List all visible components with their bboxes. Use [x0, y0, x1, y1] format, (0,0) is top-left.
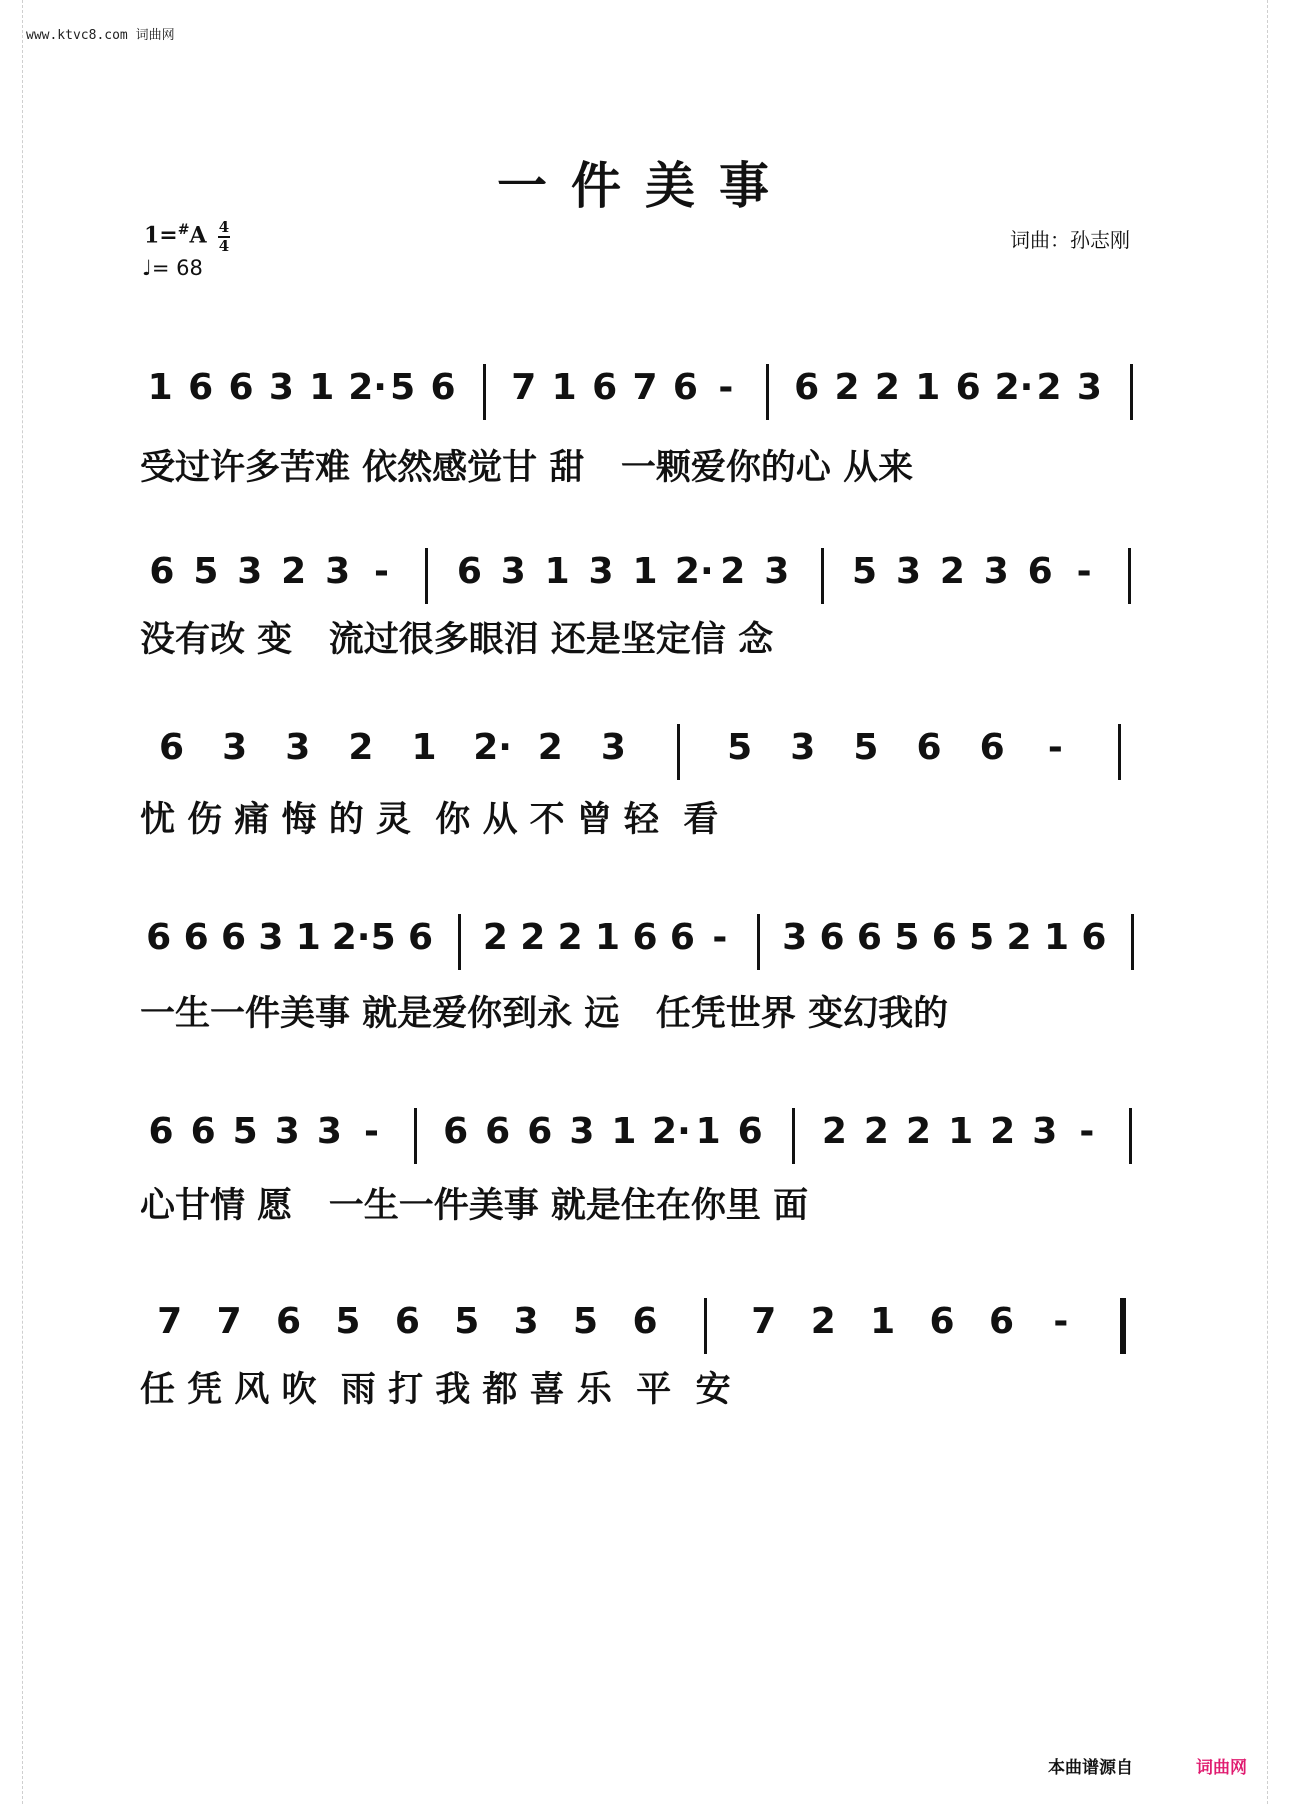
note: 5 [232, 1111, 258, 1152]
note: 6 [856, 917, 882, 958]
note: 6 [148, 1111, 174, 1152]
note: 3 [983, 551, 1009, 592]
note: 5 [573, 1301, 599, 1342]
note: - [1047, 727, 1063, 768]
note: 1 [544, 551, 570, 592]
site-url[interactable]: www.ktvc8.com 词曲网 [26, 28, 175, 43]
note: 1 [948, 1111, 974, 1152]
barline [704, 1298, 707, 1354]
note: 5 [370, 917, 396, 958]
song-title: 一件美事 [497, 157, 793, 215]
note: 2 [810, 1301, 836, 1342]
left-watermark-strip [0, 0, 23, 1804]
barline [821, 548, 824, 604]
note: 1 [147, 367, 173, 408]
note: - [363, 1111, 379, 1152]
note: 1 [595, 917, 621, 958]
barline [757, 914, 760, 970]
tempo-marking: ♩= 68 [142, 256, 203, 280]
note: 6 [149, 551, 175, 592]
note: 2 [1036, 367, 1062, 408]
notes-line-1 [140, 368, 1150, 448]
note: 2 [821, 1111, 847, 1152]
note: 2 [520, 917, 546, 958]
barline [1131, 914, 1134, 970]
source-label: 本曲谱源自 [1048, 1758, 1133, 1778]
note: 7 [632, 367, 658, 408]
note: 3 [895, 551, 921, 592]
note: 5 [454, 1301, 480, 1342]
note: 5 [390, 367, 416, 408]
source-site-link[interactable]: 词曲网 [1196, 1758, 1247, 1778]
note: 3 [316, 1111, 342, 1152]
note: 3 [500, 551, 526, 592]
barline [458, 914, 461, 970]
note: 2 [906, 1111, 932, 1152]
note: 3 [1032, 1111, 1058, 1152]
note: 3 [569, 1111, 595, 1152]
note: 6 [955, 367, 981, 408]
right-watermark-strip [1267, 0, 1290, 1804]
note: 3 [258, 917, 284, 958]
note: 6 [220, 917, 247, 958]
note: 2 [482, 917, 508, 958]
note: 3 [274, 1111, 300, 1152]
note: 5 [193, 551, 219, 592]
barline [1130, 364, 1133, 420]
lyrics-line-4: 一生一件美事 就是爱你到永 远 任凭世界 变幻我的 [140, 994, 949, 1034]
note: 2 [990, 1111, 1016, 1152]
note: - [712, 917, 728, 958]
note: 2 [834, 367, 860, 408]
note: 6 [1081, 917, 1107, 958]
note: 2 [863, 1111, 889, 1152]
note: 6 [916, 727, 942, 768]
barline [677, 724, 680, 780]
note: 7 [216, 1301, 242, 1342]
note: 5 [335, 1301, 361, 1342]
note: 1 [870, 1301, 896, 1342]
note: - [1079, 1111, 1095, 1152]
lyrics-line-2: 没有改 变 流过很多眼泪 还是坚定信 念 [140, 620, 774, 660]
note: 6 [737, 1111, 763, 1152]
note: 6 [456, 551, 482, 592]
note: 3 [222, 727, 248, 768]
barline [414, 1108, 417, 1164]
lyrics-line-6: 任 凭 风 吹 雨 打 我 都 喜 乐 平 安 [140, 1370, 731, 1410]
note: 2· [331, 917, 371, 958]
note: 7 [751, 1301, 777, 1342]
note: 1 [551, 367, 577, 408]
note: 6 [275, 1301, 302, 1342]
note: - [1076, 551, 1092, 592]
barline [1118, 724, 1121, 780]
note: 6 [794, 367, 820, 408]
note: 1 [915, 367, 941, 408]
final-barline [1120, 1298, 1126, 1354]
note: 3 [600, 727, 626, 768]
note: 2 [537, 727, 563, 768]
note: 1 [411, 727, 437, 768]
barline [1128, 548, 1131, 604]
note: 6 [228, 367, 254, 408]
note: 1 [309, 367, 335, 408]
note: 7 [511, 367, 537, 408]
note: 6 [669, 917, 695, 958]
note: 3 [588, 551, 614, 592]
note: 2· [348, 367, 387, 408]
note: 2· [674, 551, 714, 592]
note: 1 [1043, 917, 1069, 958]
note: 6 [443, 1111, 469, 1152]
lyrics-line-5: 心甘情 愿 一生一件美事 就是住在你里 面 [140, 1186, 809, 1226]
note: 5 [852, 551, 878, 592]
note: 3 [268, 367, 294, 408]
note: 6 [929, 1301, 955, 1342]
note: 6 [672, 367, 698, 408]
note: 3 [790, 727, 816, 768]
note: 1 [695, 1111, 721, 1152]
note: 6 [183, 917, 209, 958]
note: 6 [527, 1111, 553, 1152]
note: 6 [632, 1301, 658, 1342]
barline [1129, 1108, 1132, 1164]
note: 3 [764, 551, 790, 592]
note: 2 [1006, 917, 1032, 958]
note: 2 [939, 551, 965, 592]
credit-text: 词曲：孙志刚 [1010, 228, 1130, 252]
note: 2 [348, 727, 374, 768]
note: 5 [853, 727, 879, 768]
note: 6 [430, 367, 456, 408]
note: 2· [652, 1111, 691, 1152]
note: 3 [237, 551, 263, 592]
note: 3 [782, 917, 808, 958]
note: 6 [408, 917, 434, 958]
note: 6 [592, 367, 618, 408]
note: 6 [979, 727, 1005, 768]
note: 1 [295, 917, 321, 958]
note: 5 [969, 917, 995, 958]
barline [766, 364, 769, 420]
note: - [718, 367, 734, 408]
note: 6 [190, 1111, 216, 1152]
note: 2 [557, 917, 583, 958]
note: 6 [146, 917, 172, 958]
barline [425, 548, 428, 604]
key-signature: 1=#A [144, 222, 207, 249]
note: 6 [819, 917, 845, 958]
barline [792, 1108, 795, 1164]
note: 2· [994, 367, 1034, 408]
note: 5 [727, 727, 753, 768]
time-signature: 4 4 [218, 218, 230, 255]
note: 7 [157, 1301, 183, 1342]
note: 2 [281, 551, 307, 592]
barline [483, 364, 486, 420]
note: 5 [894, 917, 920, 958]
note: 6 [931, 917, 957, 958]
note: 2 [720, 551, 746, 592]
note: 3 [285, 727, 311, 768]
note: 6 [1027, 551, 1053, 592]
note: 1 [632, 551, 658, 592]
note: 6 [485, 1111, 511, 1152]
note: 6 [188, 367, 214, 408]
note: - [1053, 1301, 1069, 1342]
note: 6 [632, 917, 658, 958]
note: 6 [988, 1301, 1014, 1342]
note: 3 [1076, 367, 1102, 408]
note: 2· [473, 727, 512, 768]
note: 6 [394, 1301, 420, 1342]
note: - [374, 551, 389, 592]
note: 3 [513, 1301, 539, 1342]
note: 2 [874, 367, 900, 408]
lyrics-line-1: 受过许多苦难 依然感觉甘 甜 一颗爱你的心 从来 [140, 448, 914, 488]
lyrics-line-3: 忧 伤 痛 悔 的 灵 你 从 不 曾 轻 看 [140, 800, 719, 840]
note: 1 [611, 1111, 637, 1152]
note: 6 [159, 727, 185, 768]
note: 3 [325, 551, 351, 592]
